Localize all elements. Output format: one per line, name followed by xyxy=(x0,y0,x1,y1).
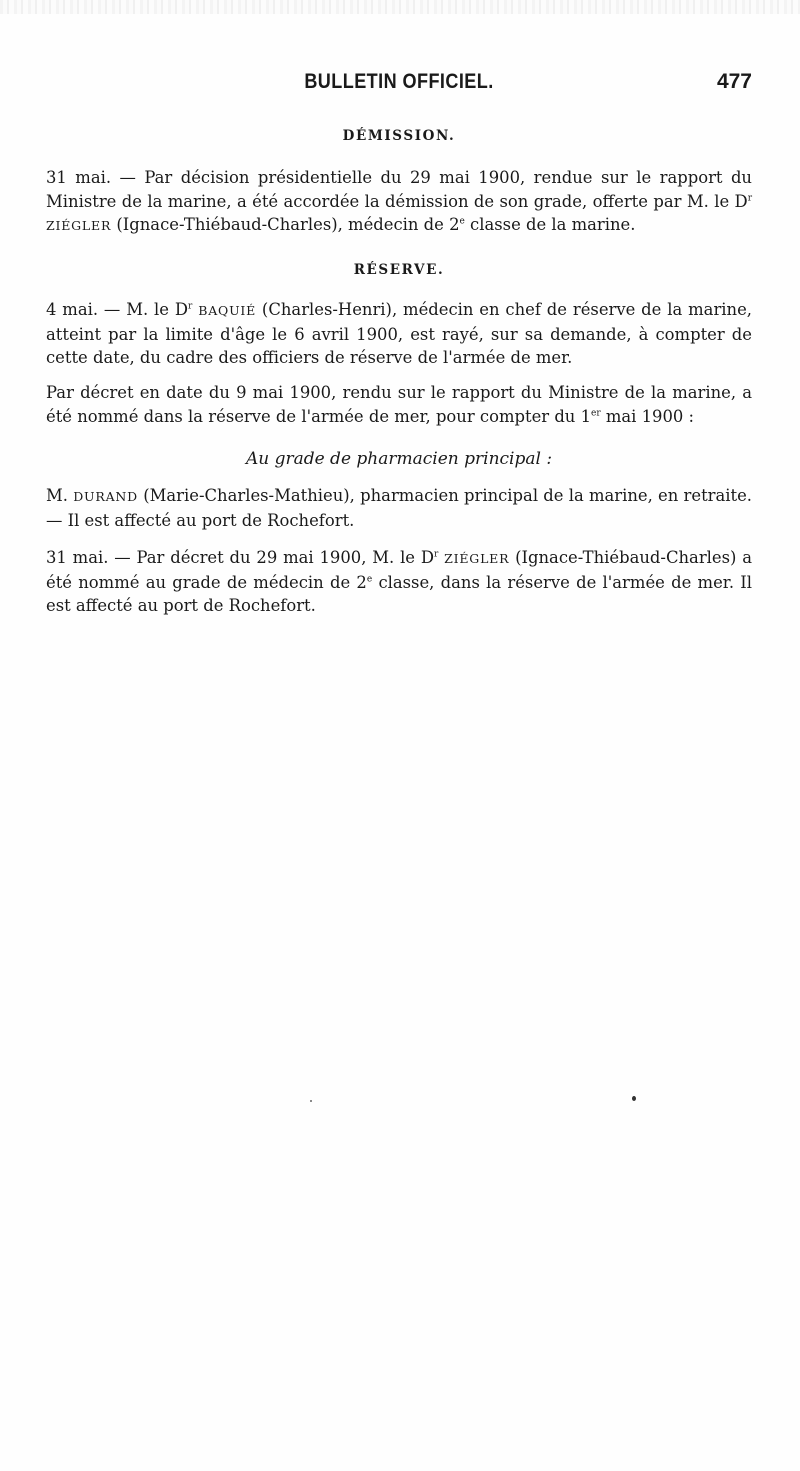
superscript: r xyxy=(433,549,439,560)
paragraph-text: Par décret en date du 9 mai 1900, rendu sur le rapport du Ministre de la marine, a été nommé dans la réserve de l'armée de mer, pour compter du 1 xyxy=(46,383,752,426)
person-name: DURAND xyxy=(73,489,138,504)
paragraph-reserve-4 xyxy=(46,546,752,618)
italic-subheading: Au grade de pharmacien principal : xyxy=(245,449,553,469)
page-number: 477 xyxy=(716,70,752,93)
paragraph-reserve-1 xyxy=(46,298,752,370)
paragraph-demission xyxy=(46,166,752,238)
person-name: ZIÉGLER xyxy=(46,218,112,233)
person-name: BAQUIÉ xyxy=(198,303,257,318)
section-heading-demission: DÉMISSION. xyxy=(342,128,456,144)
paragraph-text: (Ignace-Thiébaud-Charles), médecin de 2 xyxy=(111,215,460,234)
paragraph-text: (Charles-Henri), médecin en chef de réserve de la marine, atteint par la limite d'âge le 6 avril 1900, est rayé, sur sa demande, à compter de cette date, du cadre des officiers de réserve de l'armée de mer. xyxy=(46,300,752,367)
person-name: ZIÉGLER xyxy=(444,551,510,566)
paragraph-text: (Ignace-Thiébaud-Charles) a été nommé au grade de médecin de 2 xyxy=(46,548,752,592)
superscript: r xyxy=(188,301,193,312)
superscript: e xyxy=(366,574,373,585)
superscript: e xyxy=(459,216,465,227)
page-header xyxy=(46,70,752,100)
paragraph-text: 31 mai. — Par décret du 29 mai 1900, M. le D xyxy=(46,548,434,567)
paragraph-text: mai 1900 : xyxy=(600,406,695,426)
paragraph-reserve-3 xyxy=(46,484,752,532)
paragraph-text: classe de la marine. xyxy=(464,215,636,234)
paragraph-text: (Marie-Charles-Mathieu), pharmacien principal de la marine, en retraite. — Il est affecté au port de Rochefort. xyxy=(46,486,752,530)
superscript: er xyxy=(591,408,601,419)
scan-speck xyxy=(632,1096,636,1101)
section-heading-reserve: RÉSERVE. xyxy=(353,262,445,278)
superscript: r xyxy=(747,193,752,204)
running-title: BULLETIN OFFICIEL. xyxy=(304,70,494,93)
scan-speck xyxy=(310,1100,312,1102)
scan-edge-noise xyxy=(0,0,800,14)
paragraph-text: classe, dans la réserve de l'armée de mer. Il est affecté au port de Rochefort. xyxy=(46,572,753,615)
paragraph-text: 4 mai. — M. le D xyxy=(46,300,189,319)
paragraph-text: 31 mai. — Par décision présidentielle du 29 mai 1900, rendue sur le rapport du Ministre de la marine, a été accordée la démission de son grade, offerte par M. le D xyxy=(46,168,752,211)
paragraph-text: M. xyxy=(46,486,74,505)
paragraph-reserve-2 xyxy=(46,381,752,428)
